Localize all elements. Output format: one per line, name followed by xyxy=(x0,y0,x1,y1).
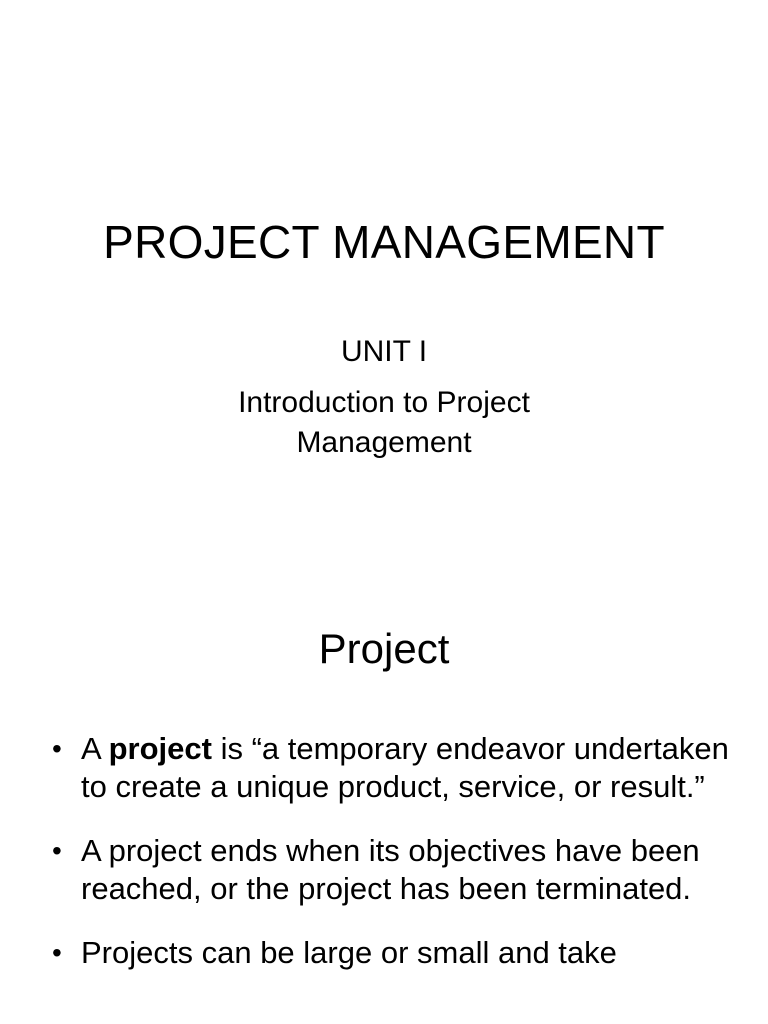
bullet-item xyxy=(52,730,752,806)
slide-title: Project xyxy=(318,625,450,672)
bullet-list xyxy=(52,730,752,998)
bullet-text: Projects can be large or small and take xyxy=(81,935,617,970)
bullet-text: is “a temporary endeavor undertaken to create a unique product, service, or result.” xyxy=(81,731,729,804)
unit-label: UNIT I xyxy=(340,335,428,368)
bullet-prefix: A xyxy=(81,731,109,766)
bullet-icon: • xyxy=(52,835,62,866)
bullet-text: A project ends when its objectives have been reached, or the project has been terminated. xyxy=(81,833,700,906)
slide-subtitle: Introduction to Project Management xyxy=(238,386,530,459)
bullet-bold-term: project xyxy=(108,731,212,766)
project-slide xyxy=(0,576,768,1024)
bullet-item xyxy=(52,934,752,972)
bullet-icon: • xyxy=(52,937,62,968)
bullet-icon: • xyxy=(52,733,62,764)
slide-title: PROJECT MANAGEMENT xyxy=(103,216,665,268)
bullet-item xyxy=(52,832,752,908)
